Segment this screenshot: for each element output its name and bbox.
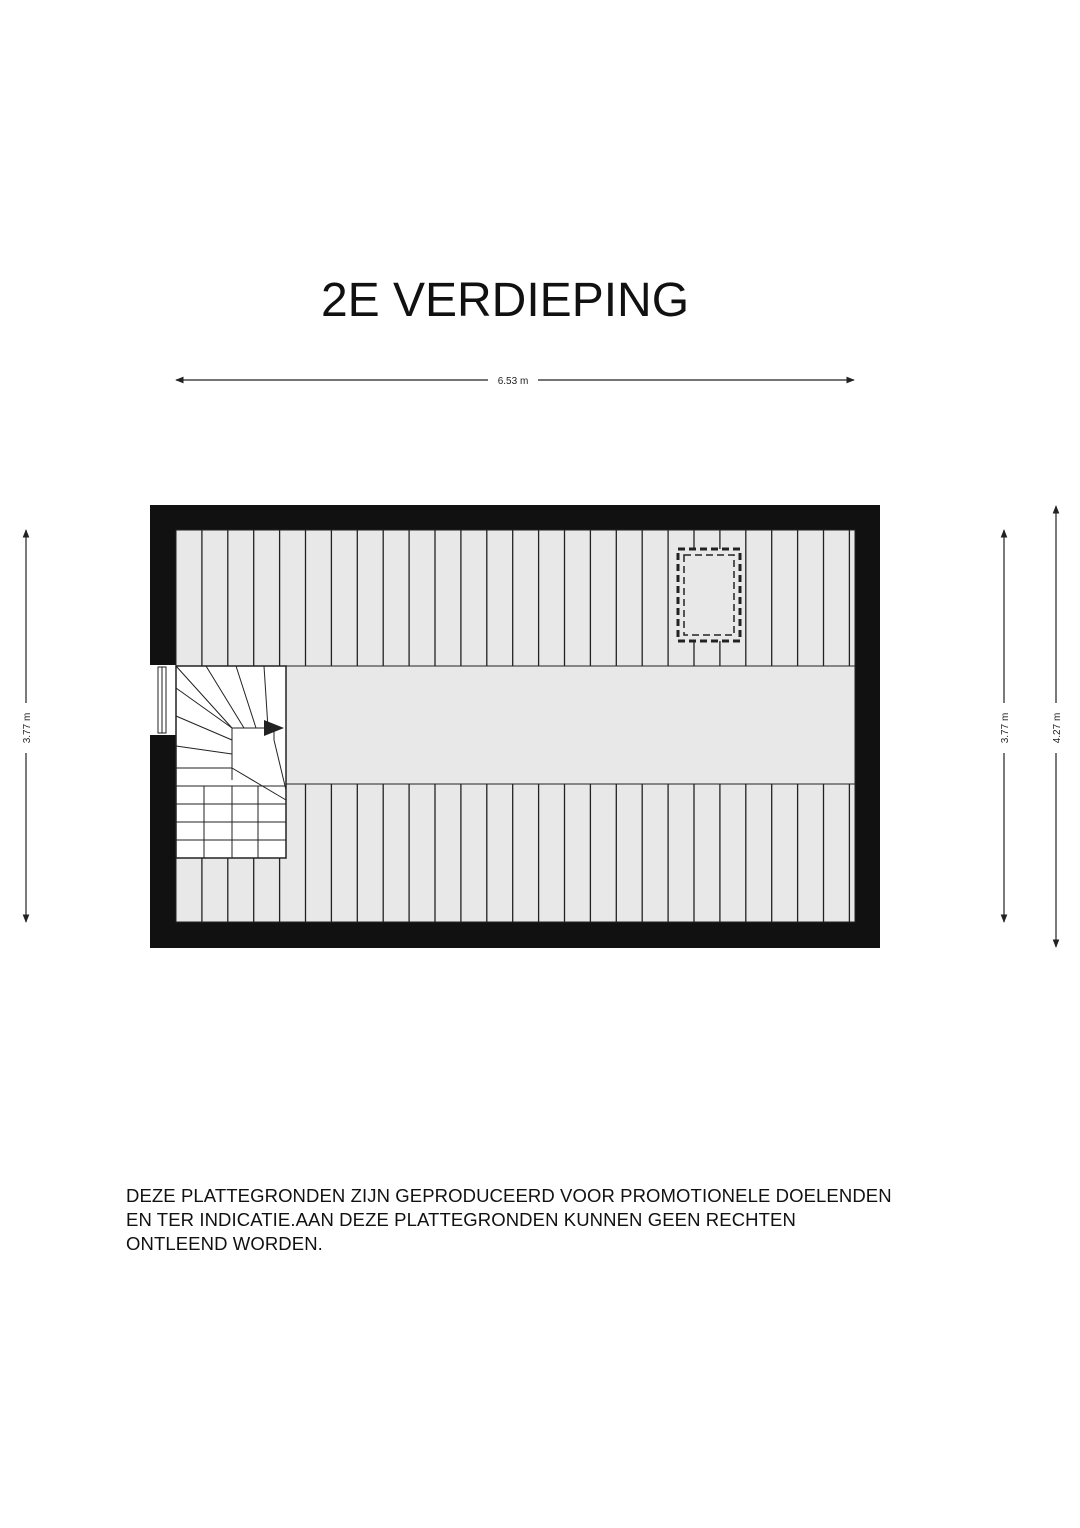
corridor-flat-area [286,666,855,784]
dimension-left [22,530,33,922]
dimension-right-outer-label: 4.27 m [1052,712,1063,744]
staircase [176,666,286,858]
dimension-left-label: 3.77 m [22,712,33,744]
disclaimer-line-1: DEZE PLATTEGRONDEN ZIJN GEPRODUCEERD VOOR PROMOTIONELE DOELENDEN [126,1185,892,1206]
skylight [678,549,740,641]
dimension-right-outer [1052,506,1063,947]
dimension-top [176,376,854,387]
dimension-right-inner-label: 3.77 m [1000,712,1011,744]
disclaimer-line-2: EN TER INDICATIE.AAN DEZE PLATTEGRONDEN KUNNEN GEEN RECHTEN [126,1209,796,1230]
disclaimer-line-3: ONTLEEND WORDEN. [126,1233,323,1254]
roof-planks-upper [176,530,855,666]
plank-area [176,530,855,666]
disclaimer [126,1184,1026,1256]
dimension-right-inner [1000,530,1011,922]
floor-title: 2E VERDIEPING [320,274,690,327]
dimension-top-label: 6.53 m [497,376,529,387]
